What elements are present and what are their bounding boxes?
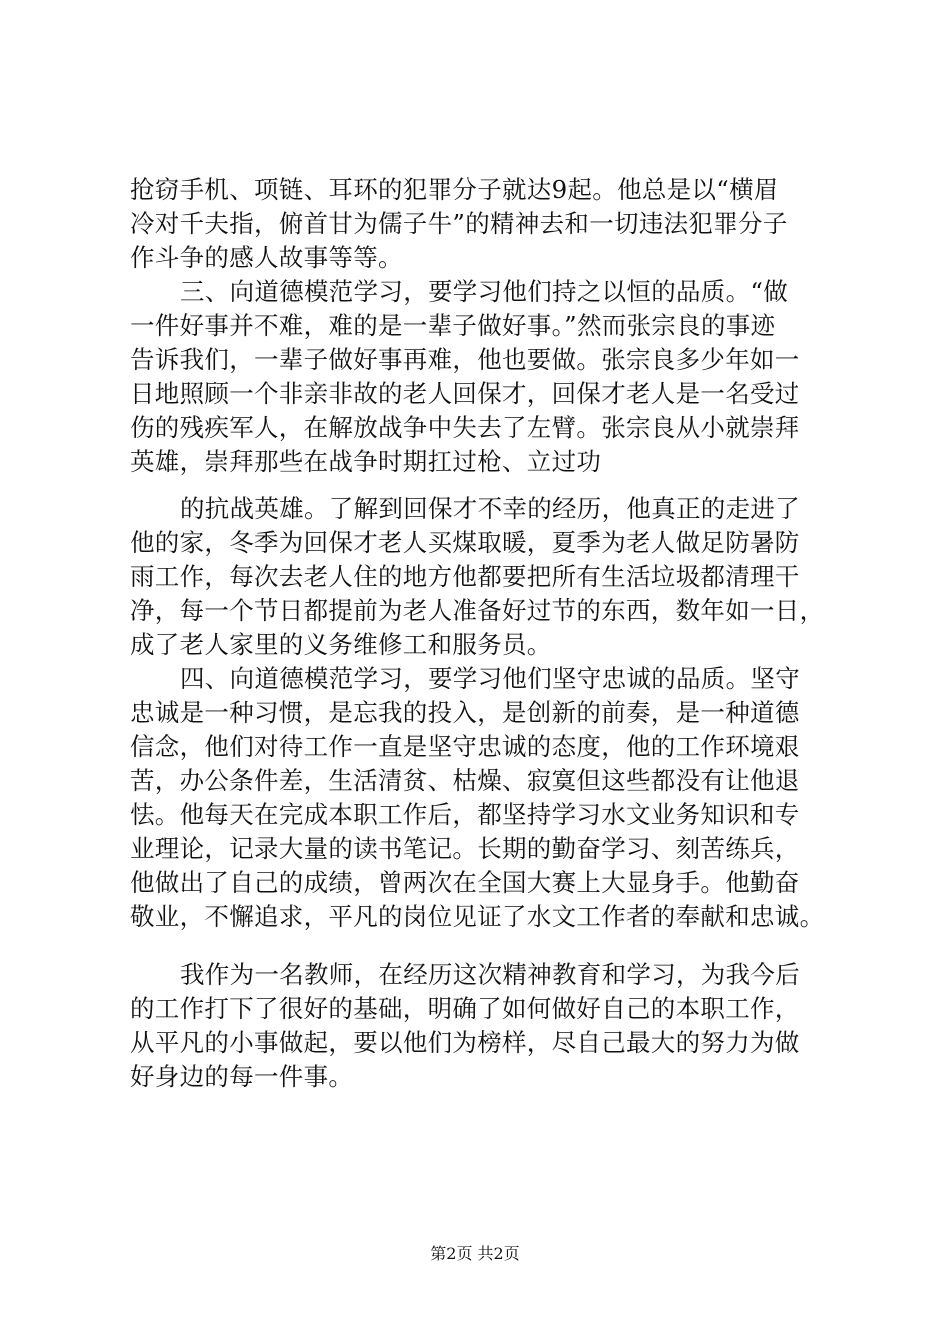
- text-line: 敬业，不懈追求，平凡的岗位见证了水文工作者的奉献和忠诚。: [130, 902, 825, 931]
- text-line: 净，每一个节日都提前为老人准备好过节的东西，数年如一日，: [130, 596, 825, 625]
- text-line: 业理论，记录大量的读书笔记。长期的勤奋学习、刻苦练兵，: [130, 834, 800, 863]
- text-line: 冷对千夫指，俯首甘为儒子牛”的精神去和一切违法犯罪分子: [130, 209, 788, 238]
- text-line: 的工作打下了很好的基础，明确了如何做好自己的本职工作，: [130, 994, 800, 1023]
- text-line: 告诉我们，一辈子做好事再难，他也要做。张宗良多少年如一: [130, 345, 800, 374]
- text-line: 他做出了自己的成绩，曾两次在全国大赛上大显身手。他勤奋: [130, 868, 800, 897]
- page-footer: 第2页 共2页: [430, 1244, 520, 1263]
- text-line: 信念，他们对待工作一直是坚守忠诚的态度，他的工作环境艰: [130, 732, 800, 761]
- text-line: 抢窃手机、项链、耳环的犯罪分子就达9起。他总是以“横眉: [130, 175, 779, 204]
- text-line: 作斗争的感人故事等等。: [130, 243, 403, 272]
- text-line: 好身边的每一件事。: [130, 1062, 354, 1091]
- text-line: 四、向道德模范学习，要学习他们坚守忠诚的品质。坚守: [180, 664, 800, 693]
- text-line: 伤的残疾军人，在解放战争中失去了左臂。张宗良从小就崇拜: [130, 413, 800, 442]
- text-line: 三、向道德模范学习，要学习他们持之以恒的品质。“做: [180, 277, 789, 306]
- text-line: 英雄，崇拜那些在战争时期扛过枪、立过功: [130, 447, 602, 476]
- text-line: 雨工作，每次去老人住的地方他都要把所有生活垃圾都清理干: [130, 562, 800, 591]
- text-line: 我作为一名教师，在经历这次精神教育和学习，为我今后: [180, 960, 800, 989]
- text-line: 一件好事并不难，难的是一辈子做好事。”然而张宗良的事迹: [130, 311, 776, 340]
- text-line: 从平凡的小事做起，要以他们为榜样，尽自己最大的努力为做: [130, 1028, 800, 1057]
- text-line: 忠诚是一种习惯，是忘我的投入，是创新的前奏，是一种道德: [130, 698, 800, 727]
- text-line: 成了老人家里的义务维修工和服务员。: [130, 630, 552, 659]
- text-line: 苦，办公条件差，生活清贫、枯燥、寂寞但这些都没有让他退: [130, 766, 800, 795]
- text-line: 怯。他每天在完成本职工作后，都坚持学习水文业务知识和专: [130, 800, 800, 829]
- text-line: 的抗战英雄。了解到回保才不幸的经历，他真正的走进了: [180, 494, 800, 523]
- text-line: 他的家，冬季为回保才老人买煤取暖，夏季为老人做足防暑防: [130, 528, 800, 557]
- text-line: 日地照顾一个非亲非故的老人回保才，回保才老人是一名受过: [130, 379, 800, 408]
